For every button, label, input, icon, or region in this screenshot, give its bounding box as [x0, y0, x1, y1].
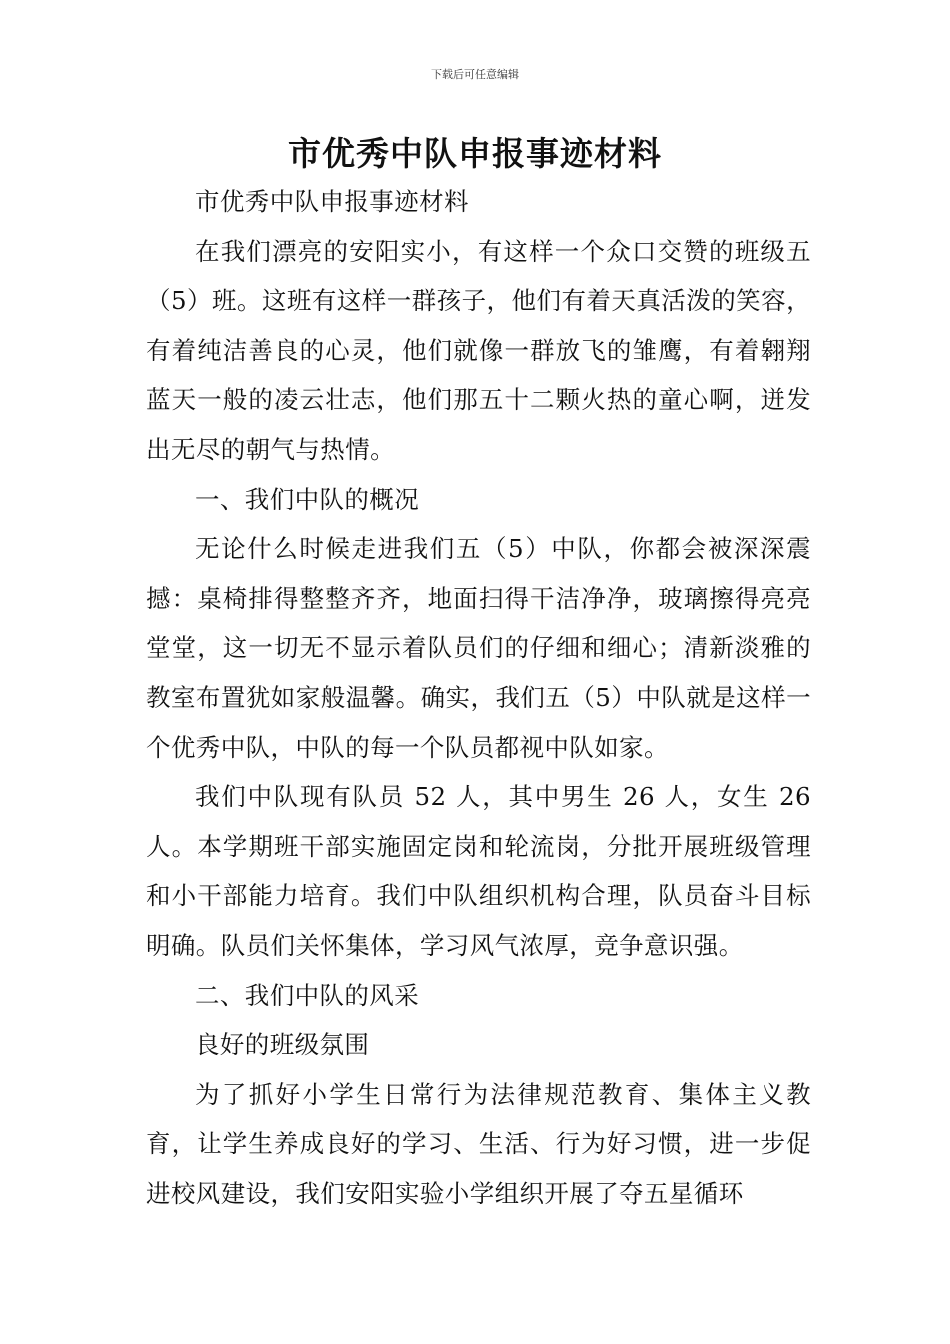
- document-body: [146, 177, 811, 1218]
- document-title: 市优秀中队申报事迹材料: [288, 134, 662, 173]
- paragraph: 无论什么时候走进我们五（5）中队，你都会被深深震撼：桌椅排得整整齐齐，地面扫得干洁净净，玻璃擦得亮亮堂堂，这一切无不显示着队员们的仔细和细心；清新淡雅的教室布置犹如家般温馨。确实，我们五（5）中队就是这样一个优秀中队，中队的每一个队员都视中队如家。: [146, 534, 811, 762]
- paragraph: 市优秀中队申报事迹材料: [195, 187, 469, 216]
- subsection-heading: 良好的班级氛围: [195, 1030, 370, 1060]
- paragraph: 在我们漂亮的安阳实小，有这样一个众口交赞的班级五（5）班。这班有这样一群孩子，他们有着天真活泼的笑容，有着纯洁善良的心灵，他们就像一群放飞的雏鹰，有着翱翔蓝天一般的凌云壮志，他们那五十二颗火热的童心啊，迸发出无尽的朝气与热情。: [146, 236, 811, 464]
- section-heading: 二、我们中队的风采: [195, 980, 420, 1010]
- section-heading: 一、我们中队的概况: [195, 484, 420, 514]
- paragraph: 为了抓好小学生日常行为法律规范教育、集体主义教育，让学生养成良好的学习、生活、行为好习惯，进一步促进校风建设，我们安阳实验小学组织开展了夺五星循环: [146, 1079, 811, 1208]
- page-header: 下载后可任意编辑: [431, 68, 519, 81]
- paragraph: 我们中队现有队员 52 人，其中男生 26 人，女生 26 人。本学期班干部实施固定岗和轮流岗，分批开展班级管理和小干部能力培育。我们中队组织机构合理，队员奋斗目标明确。队员们关怀集体，学习风气浓厚，竞争意识强。: [146, 782, 811, 960]
